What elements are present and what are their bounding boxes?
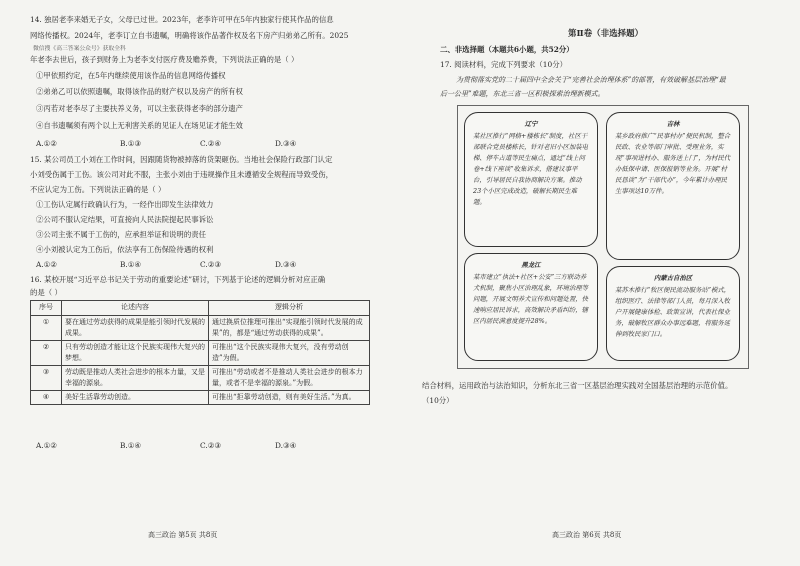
watermark: 微信搜《高三答案公众号》获取全科 — [33, 46, 126, 52]
q14-answer-c: C.②④ — [200, 139, 221, 148]
row-content: 只有劳动创造才能让这个民族实现伟大复兴的梦想。 — [62, 341, 209, 366]
table-header-content: 论述内容 — [62, 301, 209, 316]
box-body: 某市建立“执法+社区+公安”三方联动养犬机制，聚焦小区治理乱象，环境治理等问题，开展文明养犬宣传和问题处置，快速响应居民诉求，高效解决矛盾纠纷，辖区内居民满意度提升28%。 — [473, 273, 589, 325]
section-subtitle: 二、非选择题（本题共6小题，共52分） — [440, 45, 574, 54]
q14-answer-d: D.③④ — [275, 139, 297, 148]
q16-answer-b: B.①④ — [120, 441, 142, 450]
row-analysis: 可推出“拒靠劳动创造，则有美好生活。”为真。 — [209, 391, 370, 405]
box-body: 某乡政府推广“民事村办”便民机制，整合民政、农业等部门审批、受理业务，实现“事项进村办、服务送上门”，为村民代办低保申请、医保报销等业务。开展“村民恳谈”为“干部代办”，今年累计办理民生事项达10万件。 — [615, 132, 731, 195]
q16-table — [30, 300, 370, 405]
q15-answer-c: C.②③ — [200, 260, 221, 269]
box-body: 某苏木推行“牧区便民流动服务站”模式，组织医疗、法律等部门人员，每月深入牧户开展健康体检、政策宣讲，代表社保业务，破解牧区群众办事远难题，将服务延伸到牧民家门口。 — [615, 286, 731, 338]
q14-stem-line-2: 网络传播权。2024年，老李订立自书遗嘱，明确将该作品著作权及名下房产归弟弟乙所有。2025 — [30, 31, 349, 40]
material-box-jilin — [606, 112, 740, 260]
material-box-heilongjiang — [464, 253, 598, 361]
row-content: 美好生活靠劳动创造。 — [62, 391, 209, 405]
q16-answer-a: A.①② — [36, 441, 57, 450]
q15-option-3: ③公司主张不属于工伤的，应承担举证和说明的责任 — [36, 230, 206, 239]
q15-option-4: ④小刘被认定为工伤后，依法享有工伤保险待遇的权利 — [36, 245, 214, 254]
box-title: 辽宁 — [524, 120, 538, 128]
q14-option-4: ④自书遗嘱须有两个以上无利害关系的见证人在场见证才能生效 — [36, 121, 243, 130]
q14-stem-line-1: 14. 独居老李来婚无子女，父母已过世。2023年，老李许可甲在5年内独家行使其作品的信息 — [30, 15, 334, 24]
q14-answer-a: A.①② — [36, 139, 57, 148]
q14-stem-line-3: 年老李去世后，孩子到财务上为老李支付医疗费及赡养费，下列说法正确的是（ ） — [30, 55, 299, 64]
table-row — [31, 341, 370, 366]
table-header-no: 序号 — [31, 301, 62, 316]
q17-question-line-1: 结合材料，运用政治与法治知识，分析东北三省一区基层治理实践对全国基层治理的示范价值。 — [422, 381, 733, 390]
q15-option-1: ①工伤认定属行政确认行为，一经作出即发生法律效力 — [36, 200, 214, 209]
q15-option-2: ②公司不服认定结果，可直接向人民法院提起民事诉讼 — [36, 215, 214, 224]
row-no: ① — [31, 316, 62, 341]
row-analysis: 可推出“劳动或者不是推动人类社会进步的根本力量，或者不是幸福的源泉。”为假。 — [209, 366, 370, 391]
box-title: 内蒙古自治区 — [653, 274, 693, 282]
row-no: ④ — [31, 391, 62, 405]
q16-answer-d: D.③④ — [275, 441, 297, 450]
table-header-row — [31, 301, 370, 316]
row-analysis: 可推出“这个民族实现伟大复兴，没有劳动创造”为假。 — [209, 341, 370, 366]
material-box-liaoning — [464, 112, 598, 247]
q14-answer-b: B.①③ — [120, 139, 142, 148]
q16-answer-c: C.②③ — [200, 441, 221, 450]
material-box-inner-mongolia — [606, 266, 740, 361]
q17-intro: 17. 阅读材料，完成下列要求（10分） — [440, 60, 567, 69]
q14-option-1: ①甲依照约定，在5年内继续使用该作品的信息网络传播权 — [36, 71, 226, 80]
q17-question-line-2: （10分） — [422, 396, 454, 405]
section-title: 第Ⅱ卷（非选择题） — [568, 29, 644, 39]
q15-stem-line-3: 不应认定为工伤。下列说法正确的是（ ） — [30, 185, 166, 194]
q15-answer-b: B.①④ — [120, 260, 142, 269]
material-line-2: 后一公里”难题，东北三省一区积极探索治理新模式。 — [440, 90, 605, 98]
q14-option-2: ②弟弟乙可以依照遗嘱，取得该作品的财产权以及房产的所有权 — [36, 87, 243, 96]
row-content: 要在通过劳动获得的成果是能引领时代发展的成果。 — [62, 316, 209, 341]
row-no: ② — [31, 341, 62, 366]
q15-stem-line-1: 15. 某公司员工小刘在工作时间，因跟随货物被掉落的货架砸伤。当地社会保险行政部门认定 — [30, 155, 333, 164]
box-title: 吉林 — [666, 120, 680, 128]
material-line-1: 为贯彻落实党的二十届四中全会关于“完善社会治理体系”的部署，有效破解基层治理“最 — [456, 76, 726, 84]
row-analysis: 通过换质位推理可推出“实现能引领时代发展的成果”的，都是“通过劳动获得的成果”。 — [209, 316, 370, 341]
row-no: ③ — [31, 366, 62, 391]
table-row — [31, 366, 370, 391]
right-page — [400, 0, 800, 566]
q15-answer-a: A.①② — [36, 260, 57, 269]
q14-option-3: ③丙若对老李尽了主要扶养义务，可以主张获得老李的部分遗产 — [36, 104, 243, 113]
table-row — [31, 391, 370, 405]
table-header-analysis: 逻辑分析 — [209, 301, 370, 316]
row-content: 劳动既是推动人类社会进步的根本力量，又是幸福的源泉。 — [62, 366, 209, 391]
table-row — [31, 316, 370, 341]
page-footer-left: 高三政治 第5页 共8页 — [148, 531, 218, 539]
q16-stem-line-2: 的是（ ） — [30, 288, 62, 297]
box-title: 黑龙江 — [521, 261, 541, 269]
box-body: 某社区推行“网格+楼栋长”制度，社区干部联合党员楼栋长，针对老旧小区加装电梯、停车占道等民生痛点，通过“线上问卷+线下座谈”收集诉求，搭建议事平台，引导居民自我协商解决方案。推动23个小区完成改造，破解长期民生难题。 — [473, 132, 589, 206]
q15-stem-line-2: 小刘受伤属于工伤。该公司对此不服，主张小刘由于违规操作且未遵循安全规程而导致受伤， — [30, 170, 334, 179]
q16-stem-line-1: 16. 某校开展“习近平总书记关于劳动的重要论述”研讨，下列基于论述的逻辑分析对应正确 — [30, 275, 326, 284]
q15-answer-d: D.③④ — [275, 260, 297, 269]
page-footer-right: 高三政治 第6页 共8页 — [552, 531, 622, 539]
